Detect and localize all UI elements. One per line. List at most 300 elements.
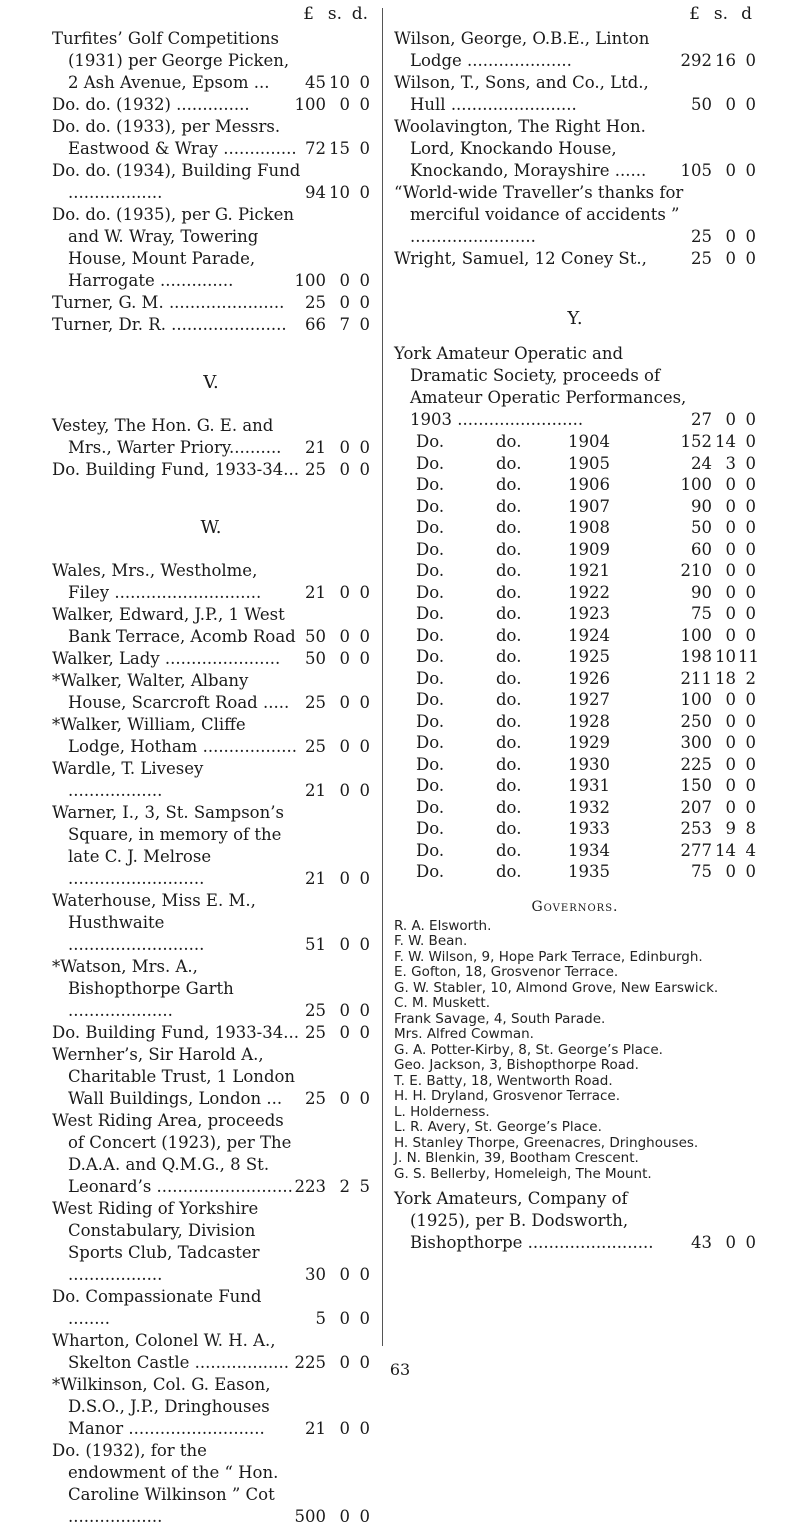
entry-text: Do. do. (1934), Building Fund .................. (52, 161, 301, 202)
amount-shillings: 0 (339, 935, 350, 954)
entry-text: *Walker, William, Cliffe Lodge, Hotham .................. (52, 715, 297, 756)
governor-item: Geo. Jackson, 3, Bishopthorpe Road. (394, 1057, 639, 1073)
amount-pounds: 27 (691, 410, 712, 429)
amount-pence: 0 (359, 1419, 370, 1438)
amount-pounds: 50 (305, 627, 326, 646)
amount-pounds: 223 (294, 1177, 326, 1196)
entry-amount (688, 1232, 756, 1254)
entry-amount (294, 1506, 370, 1528)
do-label: Do. (416, 819, 445, 838)
entry-amount (688, 603, 756, 625)
amount-shillings: 0 (339, 1309, 350, 1328)
year-label: 1928 (568, 711, 610, 731)
amount-pounds: 100 (680, 690, 712, 709)
amount-pounds: 292 (680, 51, 712, 70)
amount-pence: 0 (359, 627, 370, 646)
entry-amount (688, 861, 756, 883)
governor-item: T. E. Batty, 18, Wentworth Road. (394, 1072, 613, 1089)
amount-pounds: 90 (691, 582, 712, 602)
entry-amount (302, 780, 370, 802)
entry-amount (680, 668, 756, 690)
amount-pence: 0 (745, 690, 756, 709)
do-label: Do. (416, 432, 445, 451)
amount-pounds: 21 (305, 869, 326, 888)
amount-pence: 11 (738, 647, 759, 666)
w-section-continued (394, 28, 756, 270)
year-label: 1929 (568, 733, 610, 752)
york-year-row (394, 775, 756, 797)
entry-amount (688, 539, 756, 561)
do-label: Do. (416, 539, 445, 559)
subscription-entry (52, 28, 370, 94)
york-amateurs-company (394, 1188, 756, 1254)
entry-amount (302, 1000, 370, 1022)
entry-text: “World-wide Traveller’s thanks for merciful voidance of accidents ” ........................ (394, 183, 684, 246)
amount-shillings: 0 (339, 1001, 350, 1020)
amount-pence: 0 (745, 51, 756, 70)
amount-shillings: 0 (725, 733, 736, 752)
section-letter-w: W. (200, 517, 222, 538)
amount-shillings: 16 (715, 51, 736, 70)
subscription-entry (394, 248, 756, 270)
governor-item: F. W. Bean. (394, 933, 468, 949)
entry-amount (688, 226, 756, 248)
amount-shillings: 0 (339, 1419, 350, 1438)
entry-amount (302, 868, 370, 890)
york-year-row (394, 539, 756, 561)
york-year-row (394, 711, 756, 733)
amount-pounds: 25 (305, 460, 326, 479)
entry-amount (302, 292, 370, 314)
entry-text: Do. do. (1932) .............. (52, 95, 250, 114)
subscription-entry (52, 415, 370, 459)
amount-pence: 0 (745, 453, 756, 473)
year-label: 1922 (568, 582, 610, 602)
amount-pounds: 5 (315, 1309, 326, 1328)
amount-pounds: 72 (305, 139, 326, 158)
entry-text: York Amateur Operatic and Dramatic Society, proceeds of Amateur Operatic Performances, 1903 ........................ (394, 344, 687, 429)
do-label: do. (496, 561, 522, 580)
subscription-entry (52, 459, 370, 481)
amount-shillings: 0 (725, 754, 736, 774)
amount-pence: 0 (359, 271, 370, 290)
amount-pounds: 152 (680, 432, 712, 451)
amount-shillings: 0 (725, 518, 736, 537)
amount-shillings: 0 (339, 627, 350, 646)
subscription-entry (52, 714, 370, 758)
amount-shillings: 0 (725, 797, 736, 817)
entry-text: Do. do. (1935), per G. Picken and W. Wray, Towering House, Mount Parade, Harrogate .............. (52, 205, 294, 290)
amount-pence: 0 (745, 249, 756, 268)
entry-amount (688, 248, 756, 270)
amount-pounds: 211 (680, 668, 712, 688)
amount-shillings: 10 (329, 73, 350, 92)
do-label: Do. (416, 604, 445, 623)
amount-pounds: 500 (294, 1507, 326, 1526)
york-year-row (394, 453, 756, 475)
amount-shillings: 0 (725, 604, 736, 623)
entry-amount (302, 182, 370, 204)
entry-amount (302, 626, 370, 648)
amount-shillings: 0 (725, 539, 736, 559)
entry-amount (680, 775, 756, 797)
amount-pounds: 21 (305, 1419, 326, 1438)
subscription-entry (52, 1440, 370, 1528)
amount-pence: 0 (359, 693, 370, 712)
governor-item: R. A. Elsworth. (394, 917, 492, 934)
do-label: Do. (416, 625, 445, 645)
york-year-row (394, 496, 756, 518)
do-label: Do. (416, 668, 445, 688)
amount-pence: 4 (745, 840, 756, 860)
governor-item: G. W. Stabler, 10, Almond Grove, New Earswick. (394, 979, 719, 996)
do-label: Do. (416, 647, 445, 666)
currency-header-left (52, 4, 370, 26)
year-label: 1932 (568, 797, 610, 817)
pence-heading: d. (351, 4, 368, 24)
do-label: Do. (416, 862, 445, 881)
amount-pence: 0 (745, 754, 756, 774)
amount-shillings: 0 (725, 711, 736, 731)
year-label: 1905 (568, 453, 610, 473)
amount-pounds: 66 (305, 315, 326, 334)
amount-shillings: 0 (339, 737, 350, 756)
subscription-entry (52, 94, 370, 116)
amount-pence: 0 (745, 1233, 756, 1252)
york-year-row (394, 840, 756, 862)
amount-pounds: 100 (294, 271, 326, 290)
year-label: 1921 (568, 561, 610, 580)
amount-pounds: 75 (691, 604, 712, 623)
york-year-row (394, 625, 756, 647)
entry-amount (294, 270, 370, 292)
year-label: 1906 (568, 475, 610, 494)
subscription-entry (52, 292, 370, 314)
entry-amount (302, 648, 370, 670)
left-column (52, 28, 370, 1528)
entry-amount (688, 517, 756, 539)
entry-amount (680, 474, 756, 496)
subscription-entry (52, 116, 370, 160)
do-label: do. (496, 647, 522, 666)
amount-pence: 0 (359, 583, 370, 602)
amount-pence: 0 (745, 475, 756, 494)
amount-shillings: 0 (725, 161, 736, 180)
amount-shillings: 0 (339, 438, 350, 457)
do-label: do. (496, 862, 522, 881)
amount-pence: 0 (745, 161, 756, 180)
amount-shillings: 0 (339, 1089, 350, 1108)
entry-text: Do. Building Fund, 1933-34... (52, 1023, 299, 1042)
amount-pounds: 277 (680, 840, 712, 860)
amount-shillings: 0 (339, 1353, 350, 1372)
do-label: do. (496, 475, 522, 494)
v-section (52, 415, 370, 481)
amount-pounds: 21 (305, 781, 326, 800)
amount-shillings: 0 (725, 249, 736, 268)
entry-text: *Watson, Mrs. A., Bishopthorpe Garth .................... (52, 957, 234, 1020)
entry-amount (680, 797, 756, 819)
amount-pence: 0 (745, 432, 756, 451)
amount-pence: 0 (359, 460, 370, 479)
do-label: do. (496, 518, 522, 537)
governor-item: F. W. Wilson, 9, Hope Park Terrace, Edinburgh. (394, 948, 703, 965)
amount-pounds: 225 (680, 754, 712, 774)
amount-pence: 0 (745, 496, 756, 516)
do-label: Do. (416, 797, 445, 817)
amount-pounds: 100 (680, 625, 712, 645)
amount-shillings: 18 (715, 668, 736, 688)
year-label: 1909 (568, 539, 610, 559)
amount-pounds: 225 (294, 1353, 326, 1372)
do-label: do. (496, 711, 522, 731)
entry-amount (688, 496, 756, 518)
entry-amount (680, 646, 759, 668)
do-label: do. (496, 690, 522, 709)
entry-amount (302, 437, 370, 459)
subscription-entry (52, 802, 370, 890)
subscription-entry (52, 890, 370, 956)
amount-pence: 0 (745, 410, 756, 429)
amount-pence: 2 (745, 668, 756, 688)
york-year-row (394, 474, 756, 496)
entry-text: Turner, Dr. R. ...................... (52, 315, 287, 334)
subscription-entry (52, 314, 370, 336)
do-label: do. (496, 625, 522, 645)
subscription-entry (52, 670, 370, 714)
amount-shillings: 0 (339, 460, 350, 479)
entry-text: Turfites’ Golf Competitions (1931) per George Picken, 2 Ash Avenue, Epsom ... (52, 29, 290, 92)
do-label: Do. (416, 453, 445, 473)
year-label: 1927 (568, 690, 610, 709)
amount-pence: 0 (359, 1507, 370, 1526)
amount-pence: 0 (745, 797, 756, 817)
amount-shillings: 0 (339, 271, 350, 290)
governors-list (394, 919, 756, 1183)
year-label: 1925 (568, 647, 610, 666)
amount-shillings: 0 (725, 410, 736, 429)
amount-pence: 8 (745, 819, 756, 838)
amount-pounds: 50 (691, 518, 712, 537)
amount-shillings: 14 (715, 840, 736, 860)
amount-pounds: 25 (305, 1089, 326, 1108)
governor-item: L. R. Avery, St. George’s Place. (394, 1119, 602, 1135)
year-label: 1908 (568, 518, 610, 537)
governors-title: Governors. (531, 898, 619, 915)
subscription-entry (52, 1198, 370, 1286)
entry-amount (302, 582, 370, 604)
amount-pence: 0 (359, 139, 370, 158)
amount-pence: 0 (745, 862, 756, 881)
amount-shillings: 0 (725, 496, 736, 516)
entry-amount (680, 711, 756, 733)
entry-amount (680, 732, 756, 754)
amount-pounds: 90 (691, 496, 712, 516)
pounds-heading: £ (689, 4, 700, 24)
entry-amount (294, 1176, 370, 1198)
amount-pounds: 21 (305, 583, 326, 602)
governor-item: Mrs. Alfred Cowman. (394, 1026, 534, 1042)
do-label: Do. (416, 496, 445, 516)
amount-pounds: 24 (691, 453, 712, 473)
amount-pence: 0 (359, 781, 370, 800)
entry-text: Wilson, T., Sons, and Co., Ltd., Hull ........................ (394, 73, 649, 114)
entry-amount (680, 689, 756, 711)
entry-text: Warner, I., 3, St. Sampson’s Square, in memory of the late C. J. Melrose .......................... (52, 803, 284, 888)
amount-shillings: 0 (725, 582, 736, 602)
amount-shillings: 0 (725, 862, 736, 881)
amount-shillings: 15 (329, 139, 350, 158)
do-label: do. (496, 582, 522, 602)
entry-text: Do. Compassionate Fund ........ (52, 1287, 262, 1328)
governor-item: H. H. Dryland, Grosvenor Terrace. (394, 1088, 621, 1104)
amount-shillings: 0 (339, 1023, 350, 1042)
entry-text: Turner, G. M. ...................... (52, 293, 285, 312)
do-label: do. (496, 496, 522, 516)
entry-text: Wharton, Colonel W. H. A., Skelton Castle .................. (52, 1331, 290, 1372)
shillings-heading: s. (713, 4, 728, 24)
entry-text: West Riding Area, proceeds of Concert (1923), per The D.A.A. and Q.M.G., 8 St. Leonard’s .......................... (52, 1111, 293, 1196)
amount-pounds: 30 (305, 1265, 326, 1284)
amount-pence: 0 (359, 293, 370, 312)
do-label: Do. (416, 690, 445, 709)
amount-pence: 0 (745, 733, 756, 752)
right-column (394, 28, 759, 1254)
section-letter-y: Y. (567, 308, 583, 329)
amount-pounds: 51 (305, 935, 326, 954)
entry-amount (680, 625, 756, 647)
amount-pence: 0 (359, 1309, 370, 1328)
entry-text: *Walker, Walter, Albany House, Scarcroft Road ..... (52, 671, 290, 712)
entry-text: *Wilkinson, Col. G. Eason, D.S.O., J.P., Dringhouses Manor .......................... (52, 1375, 271, 1438)
entry-text: West Riding of Yorkshire Constabulary, Division Sports Club, Tadcaster .................. (52, 1199, 260, 1284)
subscription-entry (52, 160, 370, 204)
entry-text: Walker, Edward, J.P., 1 West Bank Terrace, Acomb Road (52, 605, 296, 646)
subscription-entry (52, 204, 370, 292)
amount-pence: 5 (359, 1177, 370, 1196)
amount-shillings: 0 (725, 1233, 736, 1252)
amount-pence: 0 (359, 1265, 370, 1284)
do-label: do. (496, 604, 522, 623)
governor-item: G. A. Potter-Kirby, 8, St. George’s Place. (394, 1041, 663, 1058)
year-label: 1933 (568, 819, 610, 838)
amount-pence: 0 (745, 227, 756, 246)
amount-pence: 0 (745, 625, 756, 645)
york-year-row (394, 732, 756, 754)
entry-text: Wales, Mrs., Westholme, Filey ............................ (52, 561, 262, 602)
entry-amount (302, 692, 370, 714)
amount-pence: 0 (359, 95, 370, 114)
amount-shillings: 0 (725, 561, 736, 580)
do-label: do. (496, 754, 522, 774)
do-label: Do. (416, 840, 445, 860)
amount-pounds: 25 (691, 249, 712, 268)
amount-pounds: 50 (691, 95, 712, 114)
amount-shillings: 0 (339, 583, 350, 602)
subscription-entry (52, 1044, 370, 1110)
entry-text: Do. (1932), for the endowment of the “ Hon. Caroline Wilkinson ” Cot .................. (52, 1441, 279, 1526)
amount-pounds: 100 (294, 95, 326, 114)
year-label: 1930 (568, 754, 610, 774)
amount-pounds: 150 (680, 776, 712, 795)
governor-item: L. Holderness. (394, 1103, 490, 1120)
subscription-entry (52, 604, 370, 648)
entry-amount (680, 560, 756, 582)
amount-shillings: 10 (329, 183, 350, 202)
amount-shillings: 0 (339, 869, 350, 888)
governor-item: J. N. Blenkin, 39, Bootham Crescent. (394, 1150, 639, 1166)
amount-shillings: 0 (339, 693, 350, 712)
pence-heading: d (741, 4, 752, 24)
entry-amount (302, 1088, 370, 1110)
amount-pence: 0 (745, 582, 756, 602)
entry-amount (680, 754, 756, 776)
subscription-entry (52, 560, 370, 604)
currency-header-right (394, 4, 756, 26)
amount-pounds: 207 (680, 797, 712, 817)
entry-text: Wright, Samuel, 12 Coney St., (394, 249, 647, 268)
do-label: Do. (416, 733, 445, 752)
entry-amount (680, 818, 756, 840)
do-label: do. (496, 453, 522, 473)
amount-pence: 0 (359, 73, 370, 92)
entry-amount (302, 72, 370, 94)
amount-pence: 0 (745, 539, 756, 559)
entry-amount (302, 736, 370, 758)
column-divider (382, 8, 383, 1346)
york-year-row (394, 646, 759, 668)
subscription-entry (394, 116, 756, 182)
entry-amount (688, 94, 756, 116)
amount-shillings: 2 (339, 1177, 350, 1196)
year-label: 1904 (568, 432, 610, 451)
amount-pounds: 75 (691, 862, 712, 881)
york-year-row (394, 431, 756, 453)
amount-pence: 0 (745, 711, 756, 731)
page-number: 63 (389, 1360, 411, 1379)
governor-item: H. Stanley Thorpe, Greenacres, Dringhouses. (394, 1134, 699, 1151)
amount-pounds: 105 (680, 161, 712, 180)
amount-pounds: 43 (691, 1233, 712, 1252)
subscription-entry (394, 343, 756, 431)
do-label: do. (496, 819, 522, 838)
york-year-row (394, 818, 756, 840)
amount-shillings: 3 (725, 453, 736, 473)
amount-shillings: 0 (339, 1265, 350, 1284)
do-label: do. (496, 840, 522, 860)
do-label: do. (496, 733, 522, 752)
w-section (52, 560, 370, 1528)
amount-pounds: 25 (305, 693, 326, 712)
do-label: Do. (416, 561, 445, 580)
subscription-entry (52, 1110, 370, 1198)
amount-pounds: 50 (305, 649, 326, 668)
entry-text: Do. Building Fund, 1933-34... (52, 460, 299, 479)
amount-pence: 0 (359, 1023, 370, 1042)
year-label: 1923 (568, 604, 610, 623)
subscription-entry (52, 1374, 370, 1440)
amount-pence: 0 (745, 604, 756, 623)
amount-pence: 0 (359, 737, 370, 756)
entry-text: Wardle, T. Livesey .................. (52, 759, 204, 800)
amount-pence: 0 (359, 869, 370, 888)
year-label: 1926 (568, 668, 610, 688)
amount-pounds: 60 (691, 539, 712, 559)
do-label: do. (496, 797, 522, 817)
amount-pounds: 253 (680, 819, 712, 838)
entry-amount (302, 1418, 370, 1440)
amount-shillings: 0 (339, 1507, 350, 1526)
